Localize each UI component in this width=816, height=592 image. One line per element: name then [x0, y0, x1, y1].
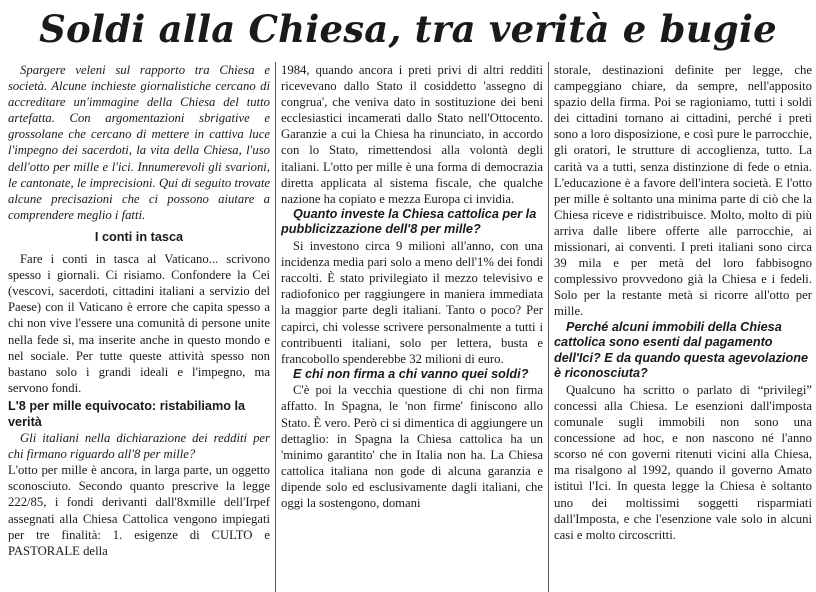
paragraph: storale, destinazioni definite per legge, che campeggiano chiare, da sempre, nell'apposito spazio della firma. Poi se ragioniamo, tutti i soldi dei cittadini tornano ai cittadini, perché i preti sono a loro disposizione, e così pure le parrocchie, gli oratori, le strutture di accoglienza, tutto. La carità va a tutti, senza distinzione di fede o etnia. L'educazione è a favore dell'intera società. E l'otto per mille è soltanto una minima parte di ciò che la Chiesa riceve e ridistribuisce. Molto, molto di più arriva dalle libere offerte alle parrocchie, ai missionari, ai conventi. I preti italiani sono circa 39 mila e per metà del loro fabbisogno complessivo provvedono già la Chiesa e i fedeli. Solo per la restante metà si ricorre all'otto per mille.: [554, 63, 812, 319]
question-heading: Quanto investe la Chiesa cattolica per la pubblicizzazione dell'8 per mille?: [281, 206, 537, 237]
subheading-conti: I conti in tasca: [94, 229, 184, 244]
intro-paragraph: Spargere veleni sul rapporto tra Chiesa e società. Alcune inchieste giornalistiche cercano di accreditare un'immagine della Chiesa del tutto artefatta. Con argomentazioni sbrigative e grossolane che cercano di mettere in cattiva luce l'impegno dei sacerdoti, la vita della Chiesa, l'uso dell'otto per mille e l'ici. Innumerevoli gli svarioni, le cantonate, le imprecisioni. Qui di seguito trovate alcune precisazioni che ci possono aiutare a comprendere meglio i fatti.: [8, 63, 270, 222]
column-3: [554, 62, 812, 592]
question-heading: Perché alcuni immobili della Chiesa cattolica sono esenti dal pagamento dell'Ici? E da quando questa agevolazione è riconosciuta?: [554, 319, 808, 381]
column-divider-2: [548, 62, 549, 592]
paragraph: C'è poi la vecchia questione di chi non firma affatto. In Spagna, le 'non firme' finiscono allo Stato. È vero. Però ci si dimentica di aggiungere un dettaglio: in Spagna la Chiesa cattolica ha un 'minimo garantito' che in Italia non ha. La Chiesa cattolica italiana non gode di alcuna garanzia e dipende solo ed esclusivamente dagli italiani, che oggi la sostengono, domani: [281, 383, 543, 511]
column-2: [281, 62, 543, 592]
paragraph: Si investono circa 9 milioni all'anno, con una incidenza media pari solo a meno dell'1% dei fondi raccolti. È stato privilegiato il mezzo televisivo e radiofonico per raggiungere in maniera immediata la maggior parte degli italiani. Tanto o poco? Per capirci, chi volesse scrivere personalmente a tutti i contribuenti italiani, solo per lettera, busta e francobollo spenderebbe 32 milioni di euro.: [281, 239, 543, 366]
paragraph: 1984, quando ancora i preti privi di altri redditi ricevevano dallo Stato il cosiddetto 'assegno di congrua', che veniva dato in sostituzione dei beni ecclesiastici incamerati dallo Stato nell'Ottocento. Garanzie a cui la Chiesa ha rinunciato, in accordo con lo Stato, rimettendosi alla volontà degli italiani. L'otto per mille è una forma di democrazia diretta applicata al sistema fiscale, che qualche nazione ha copiato e mezza Europa ci invidia.: [281, 63, 543, 206]
column-divider-1: [275, 62, 276, 592]
subheading-otto-per-mille: L'8 per mille equivocato: ristabiliamo la verità: [8, 398, 246, 429]
paragraph: Qualcuno ha scritto o parlato di “privilegi” concessi alla Chiesa. Le esenzioni dall'imposta comunale sugli immobili non sono una concessione ad hoc, e non nascono né l'anno scorso né con governi ritenuti vicini alla Chiesa, ma risalgono al 1992, quando il governo Amato istituì l'Ici. In questa legge la Chiesa è soltanto uno dei moltissimi soggetti risparmiati dall'Imposta, e che l'esenzione vale solo in alcuni casi e molto circoscritti.: [554, 382, 812, 542]
lead-question: Gli italiani nella dichiarazione dei redditi per chi firmano riguardo all'8 per mille?: [8, 431, 270, 462]
column-1: [8, 62, 270, 592]
article-headline: Soldi alla Chiesa, tra verità e bugie: [39, 7, 777, 51]
question-heading: E chi non firma a chi vanno quei soldi?: [293, 366, 529, 381]
paragraph: L'otto per mille è ancora, in larga parte, un oggetto sconosciuto. Secondo quanto prescrive la legge 222/85, i fondi derivanti dall'8xmille dell'Irpef assegnati alla Chiesa Cattolica vengono impiegati per tre finalità: 1. esigenze di CULTO e PASTORALE della: [8, 463, 270, 558]
paragraph: Fare i conti in tasca al Vaticano... scrivono spesso i giornali. Ci risiamo. Confondere la Cei (vescovi, sacerdoti, cittadini italiani a servizio del Paese) con il Vaticano è errore che capita spesso a chi non vive l'essere una comunità di persone unite nella fede sì, ma inserite anche in questo mondo e nel sociale. Per tutte queste attività spesso non bastano solo i grandi ideali e l'impegno, ma servono fondi.: [8, 252, 270, 395]
